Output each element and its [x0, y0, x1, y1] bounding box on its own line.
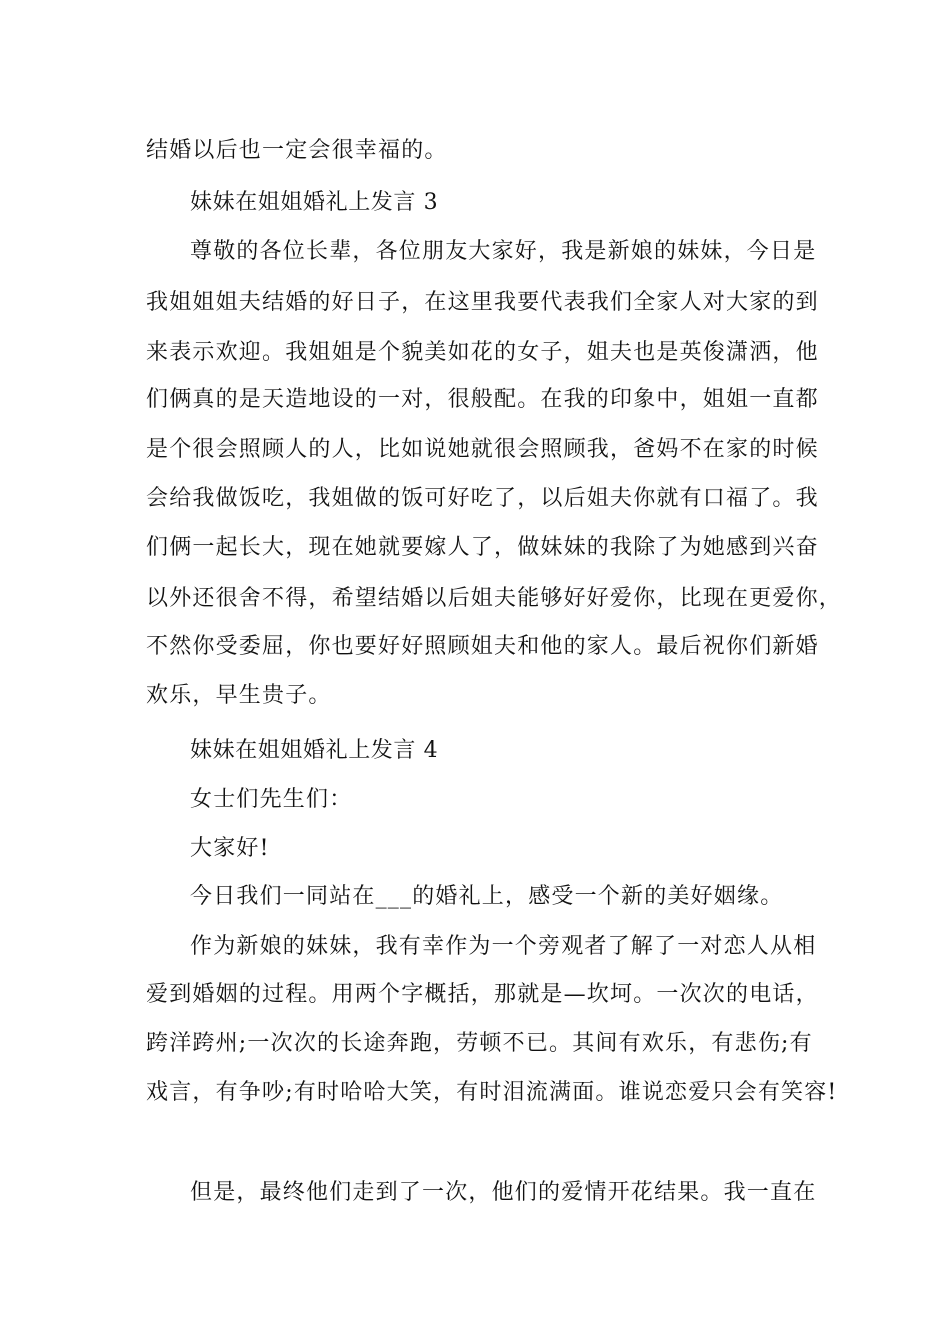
paragraph-line: 跨洋跨州;一次次的长途奔跑，劳顿不已。其间有欢乐，有悲伤;有	[146, 1031, 813, 1056]
paragraph-line: 作为新娘的妹妹，我有幸作为一个旁观者了解了一对恋人从相	[190, 934, 817, 959]
paragraph-line: 们俩一起长大，现在她就要嫁人了，做妹妹的我除了为她感到兴奋	[146, 535, 819, 560]
paragraph-line: 们俩真的是天造地设的一对，很般配。在我的印象中，姐姐一直都	[146, 387, 819, 412]
paragraph-line: 欢乐，早生贵子。	[146, 683, 332, 708]
paragraph-line: 以外还很舍不得，希望结婚以后姐夫能够好好爱你，比现在更爱你，	[146, 586, 843, 611]
paragraph-line: 尊敬的各位长辈，各位朋友大家好，我是新娘的妹妹，今日是	[190, 239, 817, 264]
paragraph-line: 我姐姐姐夫结婚的好日子，在这里我要代表我们全家人对大家的到	[146, 290, 819, 315]
paragraph-line: 是个很会照顾人的人，比如说她就很会照顾我，爸妈不在家的时候	[146, 437, 819, 462]
paragraph-line: 来表示欢迎。我姐姐是个貌美如花的女子，姐夫也是英俊潇洒，他	[146, 340, 819, 365]
paragraph-line: 会给我做饭吃，我姐做的饭可好吃了，以后姐夫你就有口福了。我	[146, 486, 819, 511]
paragraph-line: 但是，最终他们走到了一次，他们的爱情开花结果。我一直在	[190, 1180, 817, 1205]
paragraph-line: 今日我们一同站在___的婚礼上，感受一个新的美好姻缘。	[190, 884, 784, 909]
paragraph-line: 不然你受委屈，你也要好好照顾姐夫和他的家人。最后祝你们新婚	[146, 634, 819, 659]
greeting-line: 大家好!	[190, 836, 270, 861]
paragraph-line: 戏言，有争吵;有时哈哈大笑，有时泪流满面。谁说恋爱只会有笑容!	[146, 1080, 838, 1105]
paragraph-line: 结婚以后也一定会很幸福的。	[146, 138, 448, 163]
salutation-line: 女士们先生们：	[190, 787, 353, 812]
section-heading: 妹妹在姐姐婚礼上发言 4	[190, 738, 439, 763]
paragraph-line: 爱到婚姻的过程。用两个字概括，那就是—坎坷。一次次的电话，	[146, 982, 819, 1007]
section-heading: 妹妹在姐姐婚礼上发言 3	[190, 190, 439, 215]
